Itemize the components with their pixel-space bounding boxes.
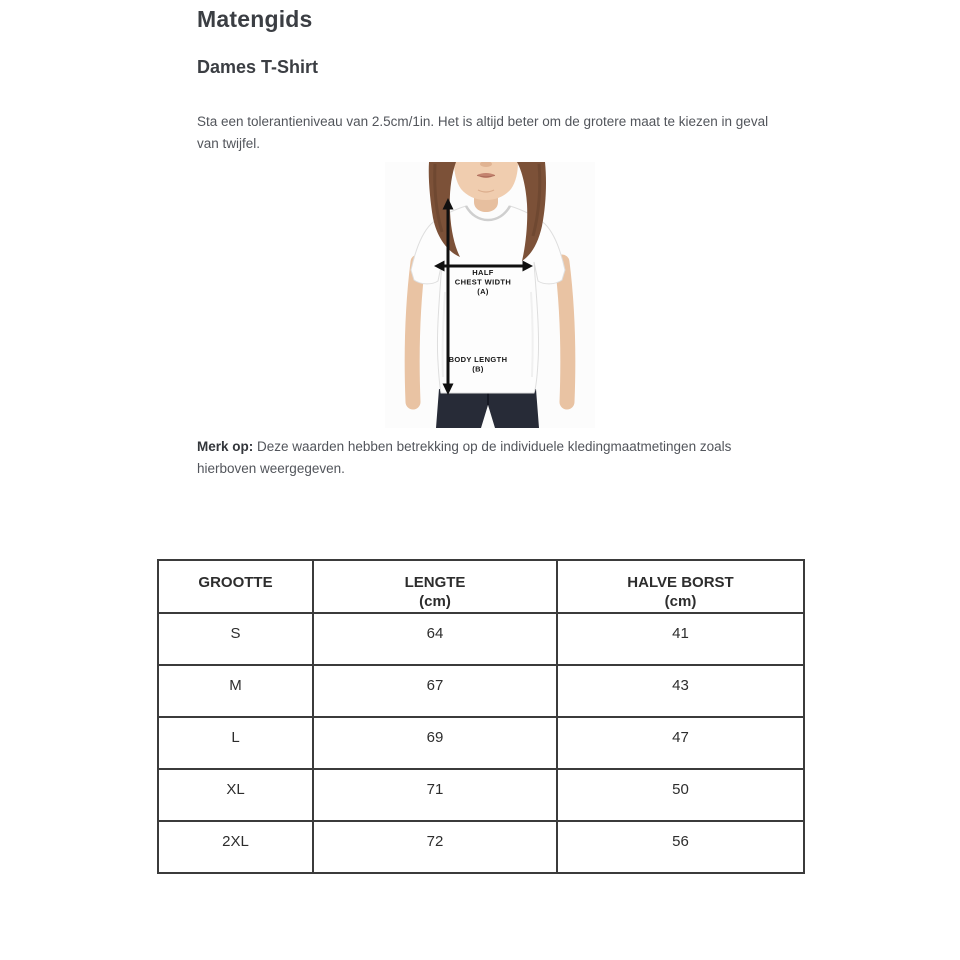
measurement-photo bbox=[385, 162, 595, 428]
half-chest-cell: 41 bbox=[557, 613, 804, 665]
body-length-label-line1: BODY LENGTH bbox=[448, 355, 508, 364]
note-label: Merk op: bbox=[197, 439, 254, 454]
table-row bbox=[158, 613, 804, 665]
tolerance-text: Sta een tolerantieniveau van 2.5cm/1in. Het is altijd beter om de grotere maat te kiezen in geval van twijfel. bbox=[197, 114, 769, 151]
product-title: Dames T-Shirt bbox=[197, 57, 319, 77]
size-table-body bbox=[158, 613, 804, 873]
length-cell: 72 bbox=[313, 821, 557, 873]
half-chest-cell: 50 bbox=[557, 769, 804, 821]
note-body: Deze waarden hebben betrekking op de individuele kledingmaatmetingen zoals hierboven weergegeven. bbox=[197, 439, 732, 476]
half-chest-cell: 56 bbox=[557, 821, 804, 873]
half-chest-label-line1: HALF bbox=[472, 268, 494, 277]
column-header-length: LENGTE (cm) bbox=[313, 560, 557, 613]
length-cell: 71 bbox=[313, 769, 557, 821]
half-chest-label-line3: (A) bbox=[477, 287, 489, 296]
note-text bbox=[197, 436, 749, 480]
column-header-half-chest: HALVE BORST (cm) bbox=[557, 560, 804, 613]
table-row bbox=[158, 769, 804, 821]
length-cell: 69 bbox=[313, 717, 557, 769]
size-table bbox=[157, 559, 805, 874]
body-length-label-line2: (B) bbox=[472, 364, 484, 374]
table-row bbox=[158, 665, 804, 717]
length-cell: 64 bbox=[313, 613, 557, 665]
size-cell: L bbox=[158, 717, 313, 769]
table-header-row bbox=[158, 560, 804, 613]
table-row bbox=[158, 717, 804, 769]
size-cell: XL bbox=[158, 769, 313, 821]
length-cell: 67 bbox=[313, 665, 557, 717]
column-header-size: GROOTTE bbox=[158, 560, 313, 613]
half-chest-cell: 43 bbox=[557, 665, 804, 717]
half-chest-label-line2: CHEST WIDTH bbox=[454, 277, 512, 287]
tshirt-measurement-illustration bbox=[385, 162, 595, 428]
size-cell: S bbox=[158, 613, 313, 665]
size-cell: 2XL bbox=[158, 821, 313, 873]
page-title: Matengids bbox=[197, 6, 313, 32]
half-chest-cell: 47 bbox=[557, 717, 804, 769]
size-cell: M bbox=[158, 665, 313, 717]
table-row bbox=[158, 821, 804, 873]
